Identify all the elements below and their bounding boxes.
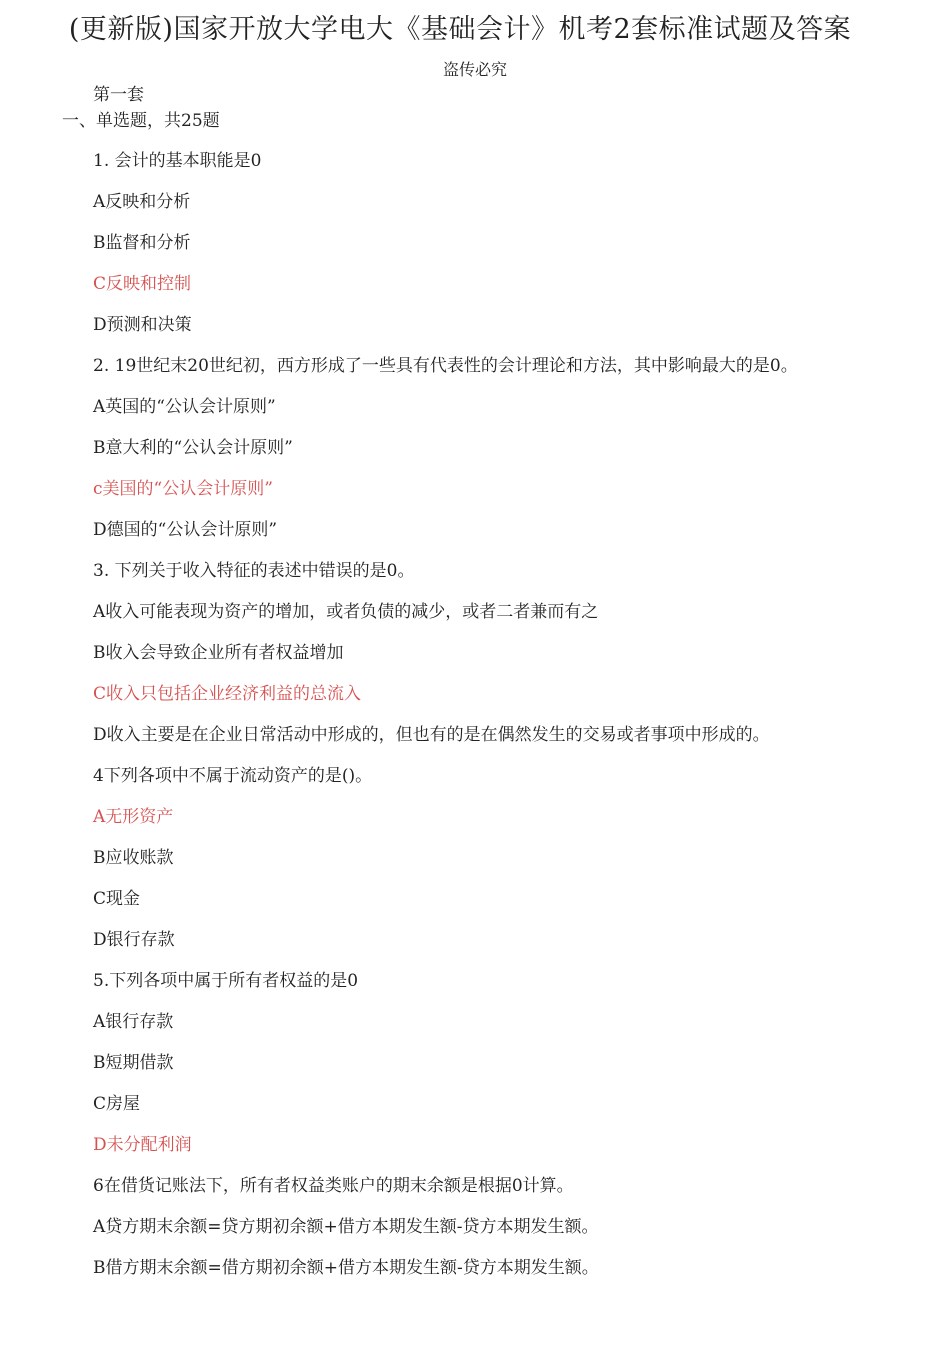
document-title: (更新版)国家开放大学电大《基础会计》机考2套标准试题及答案	[68, 14, 852, 45]
answer-option: D预测和决策	[93, 315, 192, 335]
question-stem: 4下列各项中不属于流动资产的是()。	[93, 766, 373, 786]
document-subtitle: 盗传必究	[442, 60, 507, 79]
question-block	[93, 1173, 933, 1296]
question-stem: 2. 19世纪末20世纪初，西方形成了一些具有代表性的会计理论和方法，其中影响最大的是0。	[93, 356, 798, 376]
answer-option: D银行存款	[93, 930, 175, 950]
answer-option: D收入主要是在企业日常活动中形成的，但也有的是在偶然发生的交易或者事项中形成的。	[93, 725, 770, 745]
question-block	[93, 968, 933, 1173]
answer-option: A英国的“公认会计原则”	[93, 397, 276, 417]
correct-answer-option: D未分配利润	[93, 1135, 192, 1155]
question-block	[93, 558, 933, 763]
question-block	[93, 353, 933, 558]
correct-answer-option: C反映和控制	[93, 274, 192, 294]
question-stem: 3. 下列关于收入特征的表述中错误的是0。	[93, 561, 415, 581]
answer-option: C现金	[93, 889, 141, 909]
answer-option: B收入会导致企业所有者权益增加	[93, 643, 344, 663]
answer-option: B短期借款	[93, 1053, 174, 1073]
correct-answer-option: C收入只包括企业经济利益的总流入	[93, 684, 362, 704]
correct-answer-option: A无形资产	[93, 807, 174, 827]
answer-option: B应收账款	[93, 848, 174, 868]
section-heading: 一、单选题，共25题	[62, 111, 220, 131]
answer-option: A银行存款	[93, 1012, 174, 1032]
correct-answer-option: c美国的“公认会计原则”	[93, 479, 273, 499]
question-stem: 1. 会计的基本职能是0	[93, 151, 262, 171]
answer-option: A收入可能表现为资产的增加，或者负债的减少，或者二者兼而有之	[93, 602, 599, 622]
question-stem: 5.下列各项中属于所有者权益的是0	[93, 971, 359, 991]
answer-option: B借方期末余额=借方期初余额+借方本期发生额-贷方本期发生额。	[93, 1258, 599, 1278]
answer-option: C房屋	[93, 1094, 141, 1114]
set-label: 第一套	[93, 85, 144, 105]
question-block	[93, 148, 933, 353]
question-list	[93, 148, 933, 1296]
question-block	[93, 763, 933, 968]
answer-option: B监督和分析	[93, 233, 191, 253]
answer-option: A贷方期末余额=贷方期初余额+借方本期发生额-贷方本期发生额。	[93, 1217, 599, 1237]
answer-option: D德国的“公认会计原则”	[93, 520, 278, 540]
answer-option: A反映和分析	[93, 192, 191, 212]
answer-option: B意大利的“公认会计原则”	[93, 438, 293, 458]
question-stem: 6在借货记账法下，所有者权益类账户的期末余额是根据0计算。	[93, 1176, 574, 1196]
